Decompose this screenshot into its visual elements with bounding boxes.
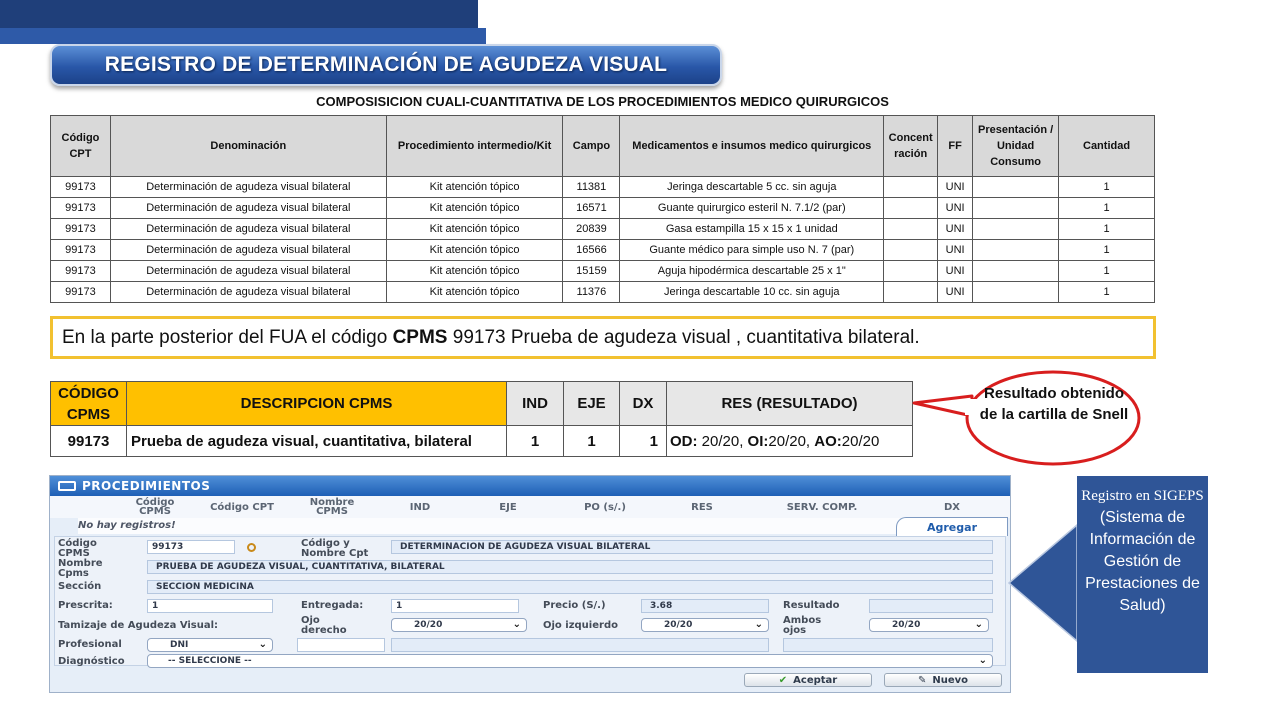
row-medicamento: Gasa estampilla 15 x 15 x 1 unidad xyxy=(620,219,884,240)
row-codigo-cpt: 99173 xyxy=(51,177,111,198)
row-medicamento: Guante médico para simple uso N. 7 (par) xyxy=(620,240,884,261)
row-cantidad: 1 xyxy=(1059,240,1155,261)
chevron-down-icon: ⌄ xyxy=(978,655,987,666)
cpms-ind: 1 xyxy=(507,426,564,457)
sigeps-screenshot xyxy=(49,475,1011,693)
search-icon[interactable] xyxy=(247,543,256,552)
row-medicamento: Jeringa descartable 10 cc. sin aguja xyxy=(620,282,884,303)
row-procedimiento: Kit atención tópico xyxy=(386,198,563,219)
row-ff: UNI xyxy=(938,261,973,282)
row-concentracion xyxy=(884,198,938,219)
row-campo: 11381 xyxy=(563,177,620,198)
row-presentacion xyxy=(973,219,1059,240)
label-ojo-derecho: Ojo derecho xyxy=(301,615,347,636)
row-denominacion: Determinación de agudeza visual bilateral xyxy=(110,240,386,261)
table-row xyxy=(51,240,1155,261)
row-presentacion xyxy=(973,240,1059,261)
row-denominacion: Determinación de agudeza visual bilateral xyxy=(110,219,386,240)
cpms-header-descripcion: DESCRIPCION CPMS xyxy=(127,382,507,426)
col-codigo-cpt: Código CPT xyxy=(210,501,274,513)
callout-joint xyxy=(965,399,979,415)
nombre-cpms-field: PRUEBA DE AGUDEZA VISUAL, CUANTITATIVA, BILATERAL xyxy=(147,560,993,574)
col-res: RES xyxy=(691,501,713,513)
composition-table xyxy=(50,115,1155,303)
top-band-light xyxy=(0,28,486,44)
row-concentracion xyxy=(884,261,938,282)
col-header-denominacion: Denominación xyxy=(110,116,386,177)
col-codigo-cpms: Código CPMS xyxy=(135,497,175,517)
row-concentracion xyxy=(884,240,938,261)
label-codigo-cpms: Código CPMS xyxy=(58,538,97,559)
label-ojo-izquierdo: Ojo izquierdo xyxy=(543,620,618,631)
col-dx: DX xyxy=(943,501,960,513)
cpms-header-res: RES (RESULTADO) xyxy=(667,382,913,426)
row-cantidad: 1 xyxy=(1059,261,1155,282)
procedimientos-title: PROCEDIMIENTOS xyxy=(82,479,211,493)
cpms-eje: 1 xyxy=(564,426,620,457)
row-denominacion: Determinación de agudeza visual bilateral xyxy=(110,261,386,282)
cpms-header-codigo: CÓDIGO CPMS xyxy=(51,382,127,426)
label-resultado: Resultado xyxy=(783,600,840,611)
button-bar xyxy=(50,670,1010,692)
col-eje: EJE xyxy=(499,501,517,513)
callout-text: Resultado obtenido de la cartilla de Snell xyxy=(979,385,1129,423)
profesional-name-field xyxy=(391,638,769,652)
col-nombre-cpms: Nombre CPMS xyxy=(309,497,355,517)
row-codigo-cpt: 99173 xyxy=(51,198,111,219)
row-ff: UNI xyxy=(938,240,973,261)
cpms-header-dx: DX xyxy=(620,382,667,426)
label-nombre-cpms: Nombre Cpms xyxy=(58,558,103,579)
row-presentacion xyxy=(973,282,1059,303)
col-header-procedimiento: Procedimiento intermedio/Kit xyxy=(386,116,563,177)
row-concentracion xyxy=(884,177,938,198)
cpms-result: OD: 20/20, OI:20/20, AO:20/20 xyxy=(667,426,913,457)
row-procedimiento: Kit atención tópico xyxy=(386,261,563,282)
row-codigo-cpt: 99173 xyxy=(51,240,111,261)
seccion-field: SECCION MEDICINA xyxy=(147,580,993,594)
row-denominacion: Determinación de agudeza visual bilateral xyxy=(110,282,386,303)
row-codigo-cpt: 99173 xyxy=(51,261,111,282)
page-title: REGISTRO DE DETERMINACIÓN DE AGUDEZA VISUAL xyxy=(104,53,668,76)
col-header-campo: Campo xyxy=(563,116,620,177)
row-codigo-cpt: 99173 xyxy=(51,219,111,240)
row-campo: 20839 xyxy=(563,219,620,240)
row-presentacion xyxy=(973,261,1059,282)
table-row xyxy=(51,198,1155,219)
top-band-dark xyxy=(0,0,478,28)
cpms-header-row xyxy=(51,382,913,426)
composition-body xyxy=(51,177,1155,303)
eraser-icon: ✎ xyxy=(917,674,927,686)
col-header-concentracion: Concent ración xyxy=(884,116,938,177)
row-cantidad: 1 xyxy=(1059,198,1155,219)
ojo-derecho-select[interactable]: 20/20 ⌄ xyxy=(391,618,527,632)
codigo-cpms-input[interactable]: 99173 xyxy=(147,540,235,554)
row-denominacion: Determinación de agudeza visual bilateral xyxy=(110,198,386,219)
row-campo: 16571 xyxy=(563,198,620,219)
title-banner xyxy=(50,44,722,86)
sigeps-note-description: (Sistema de Información de Gestión de Prestaciones de Salud) xyxy=(1085,509,1200,614)
row-ff: UNI xyxy=(938,177,973,198)
cpt-name-field: DETERMINACION DE AGUDEZA VISUAL BILATERAL xyxy=(391,540,993,554)
cpms-header-ind: IND xyxy=(507,382,564,426)
no-records-message: No hay registros! xyxy=(78,518,908,534)
cpms-description: Prueba de agudeza visual, cuantitativa, bilateral xyxy=(127,426,507,457)
row-ff: UNI xyxy=(938,198,973,219)
table-row xyxy=(51,177,1155,198)
procedimientos-header xyxy=(50,476,1010,496)
label-diagnostico: Diagnóstico xyxy=(58,656,125,667)
row-procedimiento: Kit atención tópico xyxy=(386,219,563,240)
row-codigo-cpt: 99173 xyxy=(51,282,111,303)
profesional-extra-field xyxy=(783,638,993,652)
profesional-select[interactable]: DNI ⌄ xyxy=(147,638,273,652)
table-row xyxy=(51,282,1155,303)
col-header-cantidad: Cantidad xyxy=(1059,116,1155,177)
chevron-down-icon: ⌄ xyxy=(974,619,983,630)
row-procedimiento: Kit atención tópico xyxy=(386,177,563,198)
col-ind: IND xyxy=(409,501,431,513)
cpms-table xyxy=(50,381,913,457)
row-cantidad: 1 xyxy=(1059,219,1155,240)
info-text: En la parte posterior del FUA el código CPMS 99173 Prueba de agudeza visual , cuantitativa bilateral. xyxy=(62,326,920,348)
table-row xyxy=(51,261,1155,282)
row-denominacion: Determinación de agudeza visual bilateral xyxy=(110,177,386,198)
sigeps-note-box xyxy=(1077,476,1208,673)
row-concentracion xyxy=(884,282,938,303)
col-header-ff: FF xyxy=(938,116,973,177)
row-concentracion xyxy=(884,219,938,240)
label-precio: Precio (S/.) xyxy=(543,600,606,611)
resultado-field xyxy=(869,599,993,613)
row-procedimiento: Kit atención tópico xyxy=(386,282,563,303)
cpms-data-row xyxy=(51,426,913,457)
row-medicamento: Jeringa descartable 5 cc. sin aguja xyxy=(620,177,884,198)
row-campo: 11376 xyxy=(563,282,620,303)
precio-field: 3.68 xyxy=(641,599,769,613)
label-seccion: Sección xyxy=(58,581,102,592)
col-header-medicamentos: Medicamentos e insumos medico quirurgicos xyxy=(620,116,884,177)
sigeps-note-title: Registro en SIGEPS xyxy=(1081,488,1204,504)
row-procedimiento: Kit atención tópico xyxy=(386,240,563,261)
row-medicamento: Aguja hipodérmica descartable 25 x 1" xyxy=(620,261,884,282)
tab-agregar[interactable]: Agregar xyxy=(896,517,1008,536)
col-header-presentacion: Presentación / Unidad Consumo xyxy=(973,116,1059,177)
ojo-izquierdo-select[interactable]: 20/20 ⌄ xyxy=(641,618,769,632)
cpms-dx: 1 xyxy=(620,426,667,457)
left-arrow-icon xyxy=(1004,520,1080,646)
chevron-down-icon: ⌄ xyxy=(754,619,763,630)
chevron-down-icon: ⌄ xyxy=(258,639,267,650)
top-band-notch xyxy=(462,0,478,28)
label-tamizaje: Tamizaje de Agudeza Visual: xyxy=(58,620,219,631)
bed-icon xyxy=(58,481,76,491)
chevron-down-icon: ⌄ xyxy=(512,619,521,630)
composition-header-row xyxy=(51,116,1155,177)
row-cantidad: 1 xyxy=(1059,177,1155,198)
table-row xyxy=(51,219,1155,240)
label-entregada: Entregada: xyxy=(301,600,364,611)
label-prescrita: Prescrita: xyxy=(58,600,113,611)
col-po: PO (s/.) xyxy=(584,501,626,513)
label-codigo-nombre-cpt: Código y Nombre Cpt xyxy=(301,538,369,559)
col-header-codigo-cpt: Código CPT xyxy=(51,116,111,177)
cpms-code: 99173 xyxy=(51,426,127,457)
row-ff: UNI xyxy=(938,219,973,240)
row-cantidad: 1 xyxy=(1059,282,1155,303)
row-presentacion xyxy=(973,198,1059,219)
label-profesional: Profesional xyxy=(58,639,122,650)
callout-pointer xyxy=(914,396,972,416)
entregada-input[interactable]: 1 xyxy=(391,599,519,613)
prescrita-input[interactable]: 1 xyxy=(147,599,273,613)
row-campo: 15159 xyxy=(563,261,620,282)
row-presentacion xyxy=(973,177,1059,198)
check-icon: ✔ xyxy=(778,674,788,686)
row-medicamento: Guante quirurgico esteril N. 7.1/2 (par) xyxy=(620,198,884,219)
cpms-header-eje: EJE xyxy=(564,382,620,426)
col-serv-comp: SERV. COMP. xyxy=(786,501,858,513)
info-box xyxy=(50,316,1156,359)
ambos-ojos-select[interactable]: 20/20 ⌄ xyxy=(869,618,989,632)
diagnostico-select[interactable]: -- SELECCIONE -- ⌄ xyxy=(147,654,993,668)
composition-subtitle: COMPOSISICION CUALI-CUANTITATIVA DE LOS PROCEDIMIENTOS MEDICO QUIRURGICOS xyxy=(316,94,889,109)
row-campo: 16566 xyxy=(563,240,620,261)
new-button[interactable]: ✎ Nuevo xyxy=(884,673,1002,687)
procedimientos-columns xyxy=(50,496,1010,518)
row-ff: UNI xyxy=(938,282,973,303)
profesional-doc-input[interactable] xyxy=(297,638,385,652)
accept-button[interactable]: ✔ Aceptar xyxy=(744,673,872,687)
label-ambos-ojos: Ambos ojos xyxy=(783,615,822,636)
procedimiento-form xyxy=(54,536,1006,666)
